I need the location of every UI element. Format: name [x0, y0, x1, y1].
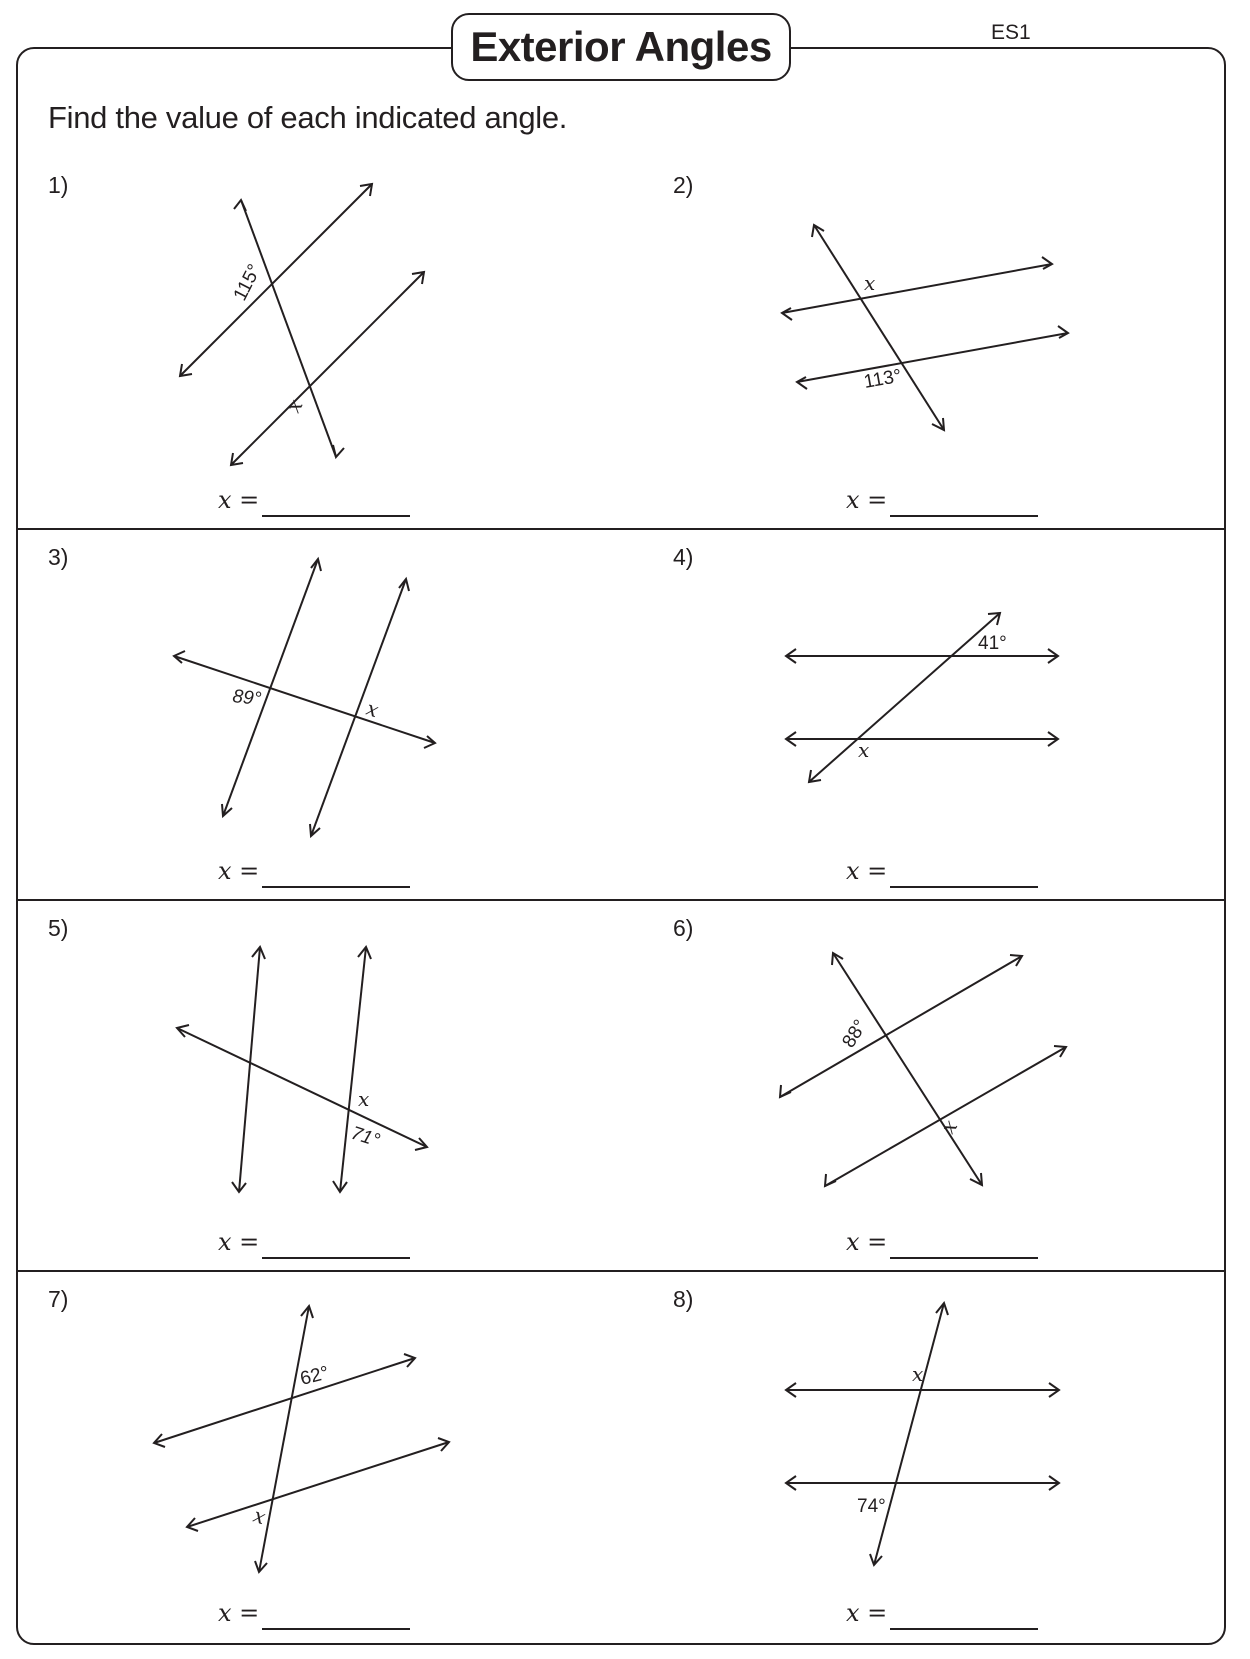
worksheet-title: Exterior Angles — [451, 13, 791, 81]
problem-6-unknown-angle: x — [935, 1115, 963, 1138]
problem-8-answer[interactable] — [846, 1599, 1046, 1635]
problem-2-unknown-angle: x — [864, 271, 876, 295]
problem-5-unknown-angle: x — [358, 1087, 370, 1111]
instructions: Find the value of each indicated angle. — [48, 100, 568, 135]
answer-label: x = — [846, 1599, 888, 1627]
problem-7-given-angle: 62° — [298, 1362, 332, 1390]
answer-label: x = — [846, 1228, 888, 1256]
problem-7-number: 7) — [48, 1286, 69, 1312]
problem-4-unknown-angle: x — [858, 738, 870, 762]
answer-label: x = — [218, 486, 260, 514]
problem-1-given-angle: 115° — [229, 260, 266, 305]
problem-5-number: 5) — [48, 915, 69, 941]
problem-3-number: 3) — [48, 544, 69, 570]
problem-5-given-angle: 71° — [348, 1122, 383, 1152]
problem-6-number: 6) — [673, 915, 694, 941]
problem-4-number: 4) — [673, 544, 694, 570]
problem-4-given-angle: 41° — [978, 633, 1007, 654]
worksheet-code: ES1 — [991, 21, 1031, 44]
problem-1-number: 1) — [48, 172, 69, 198]
answer-label: x = — [218, 1228, 260, 1256]
problem-8-given-angle: 74° — [857, 1496, 886, 1517]
problem-1-unknown-angle: x — [281, 395, 308, 417]
problem-2-given-angle: 113° — [862, 365, 904, 393]
answer-label: x = — [846, 486, 888, 514]
problem-3-given-angle: 89° — [231, 686, 263, 710]
problem-8-number: 8) — [673, 1286, 694, 1312]
answer-label: x = — [846, 857, 888, 885]
problem-3-unknown-angle: x — [363, 695, 382, 723]
problem-2-number: 2) — [673, 172, 694, 198]
problem-7-unknown-angle: x — [250, 1502, 269, 1530]
answer-blank[interactable] — [890, 1628, 1038, 1630]
answer-label: x = — [218, 857, 260, 885]
problem-8-unknown-angle: x — [912, 1362, 924, 1386]
problem-6-given-angle: 88° — [838, 1016, 872, 1052]
answer-label: x = — [218, 1599, 260, 1627]
